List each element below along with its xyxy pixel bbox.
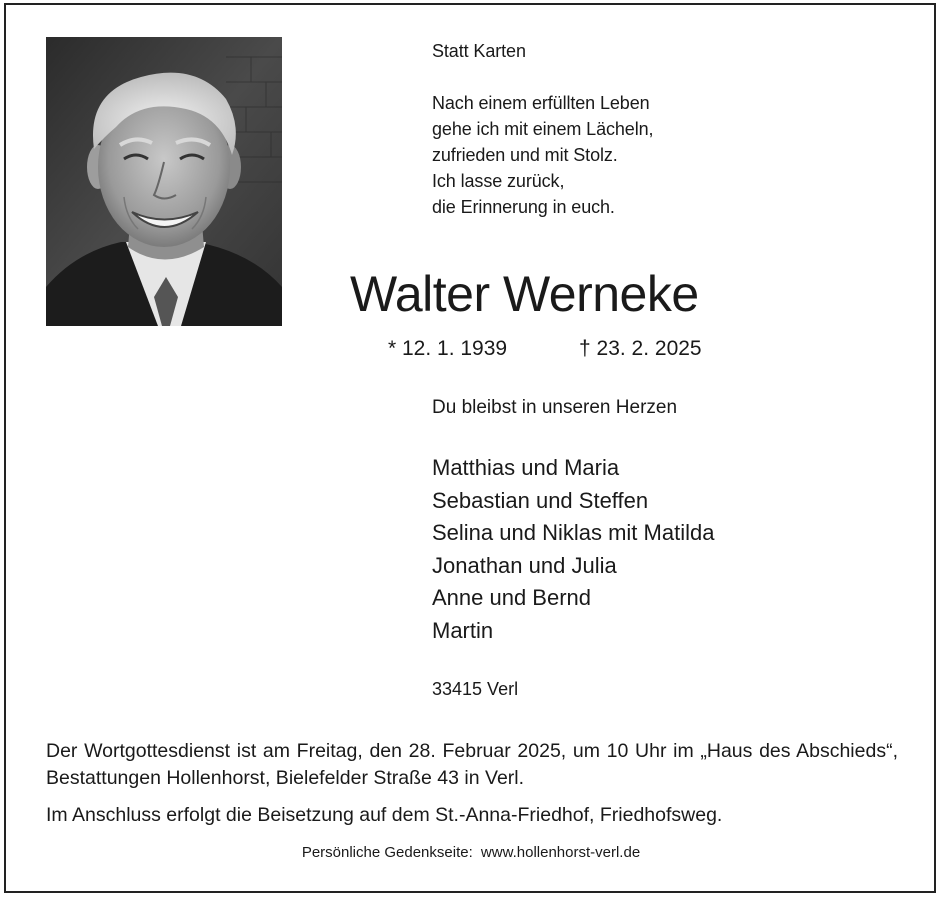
poem-line: Ich lasse zurück, [432,171,565,191]
notice-heading: Statt Karten [432,41,526,61]
memorial-url: www.hollenhorst-verl.de [480,844,641,861]
deceased-name: Walter Werneke [350,266,699,322]
mourner-entry: Sebastian und Steffen [432,487,649,513]
birth-date: * 12. 1. 1939 [388,337,508,360]
mourner-entry: Matthias und Maria [432,455,620,480]
service-info: Der Wortgottesdienst ist am Freitag, den 28. Februar 2025, um 10 Uhr im „Haus des Abschieds“, Bestattungen Hollenhorst, Bielefelder Straße 43 in Verl. [46,740,898,789]
memorial-page [0,842,942,864]
poem-line: gehe ich mit einem Lächeln, [432,119,654,139]
poem-line: zufrieden und mit Stolz. [432,145,618,165]
place: 33415 Verl [432,679,519,699]
death-date: † 23. 2. 2025 [579,337,702,360]
mourner-entry: Anne und Bernd [432,585,592,610]
mourner-entry: Martin [432,617,494,643]
poem-line: die Erinnerung in euch. [432,197,615,217]
intro-block [432,38,653,220]
mourner-entry: Jonathan und Julia [432,552,617,578]
portrait-photo [46,37,282,326]
poem [432,90,653,220]
burial-info: Im Anschluss erfolgt die Beisetzung auf dem St.-Anna-Friedhof, Friedhofsweg. [46,804,723,826]
mourners-list [432,452,714,647]
mourner-entry: Selina und Niklas mit Matilda [432,520,715,545]
memorial-label: Persönliche Gedenkseite: [301,844,473,861]
motto: Du bleibst in unseren Herzen [432,397,678,418]
poem-line: Nach einem erfüllten Leben [432,93,650,113]
